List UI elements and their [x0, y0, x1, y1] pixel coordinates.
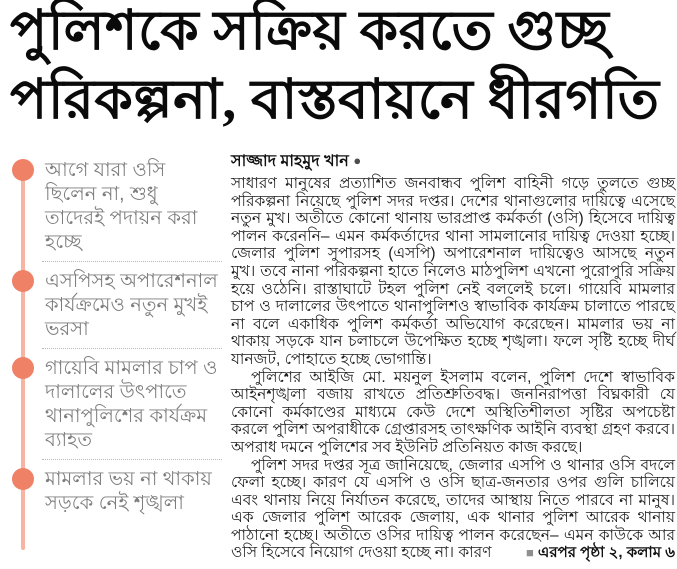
paragraph-3: পুলিশ সদর দপ্তর সূত্র জানিয়েছে, জেলার এসপি ও থানার ওসি বদলে ফেলা হচ্ছে। কারণ যে এসপি ও ওসি ছাত্র-জনতার ওপর গুলি চালিয়ে এবং থানায় নিয়ে নির্যাতন করেছে, তাদের আস্থায় নিতে পারবে না মানুষ। এক জেলার পুলিশ আরেক জেলায়, এক থানার পুলিশ আরেক থানায় পাঠানো হচ্ছে। অতীতে ওসির দায়িত্ব পালন করেছেন– এমন কাউকে আর ওসি হিসেবে নিয়োগ দেওয়া হচ্ছে না। কারণ: [231, 456, 675, 562]
dotted-divider: [42, 459, 222, 460]
highlight-item-4: [12, 467, 222, 515]
paragraph-1: সাধারণ মানুষের প্রত্যাশিত জনবান্ধব পুলিশ বাহিনী গড়ে তুলতে গুচ্ছ পরিকল্পনা নিয়েছে পুলিশ সদর দপ্তর। দেশের থানাগুলোর দায়িত্বে এসেছে নতুন মুখ। অতীতে কোনো থানায় ভারপ্রাপ্ত কর্মকর্তা (ওসি) হিসেবে দায়িত্ব পালন করেননি– এমন কর্মকর্তাদের থানা সামলানোর দায়িত্ব দেওয়া হচ্ছে। জেলার পুলিশ সুপারসহ (এসপি) অপারেশনাল দায়িত্বেও আসছে নতুন মুখ। তবে নানা পরিকল্পনা হাতে নিলেও মাঠপুলিশ এখনো পুরোপুরি সক্রিয় হয়ে ওঠেনি। রাস্তাঘাটে টহল পুলিশ নেই বললেই চলে। গায়েবি মামলার চাপ ও দালালের উৎপাতে থানাপুলিশও স্বাভাবিক কার্যক্রম চালাতে পারছে না বলে একাধিক পুলিশ কর্মকর্তা অভিযোগ করেছেন। মামলার ভয় না থাকায় সড়কে যান চলাচলে উপেক্ষিত হচ্ছে শৃঙ্খলা। ফলে সৃষ্টি হচ্ছে দীর্ঘ যানজট, পোহাতে হচ্ছে ভোগান্তি।: [231, 175, 675, 368]
paragraph-2: পুলিশের আইজি মো. ময়নুল ইসলাম বলেন, পুলিশ দেশে স্বাভাবিক আইনশৃঙ্খলা বজায় রাখতে প্রতিশ্রুতিবদ্ধ। জননিরাপত্তা বিঘ্নকারী যে কোনো কর্মকাণ্ডের মাধ্যমে কেউ দেশে অস্থিতিশীলতা সৃষ্টির অপচেষ্টা করলে পুলিশ অপরাধীকে গ্রেপ্তারসহ তাৎক্ষণিক আইনি ব্যবস্থা গ্রহণ করবে। অপরাধ দমনে পুলিশের সব ইউনিট প্রতিনিয়ত কাজ করছে।: [231, 368, 675, 456]
highlight-item-3: [12, 356, 222, 452]
bullet-dot-icon: [12, 357, 34, 379]
bullet-dot-icon: [12, 468, 34, 490]
headline-line-2: পরিকল্পনা, বাস্তবায়নে ধীরগতি: [10, 69, 660, 130]
highlight-item-2: [12, 269, 222, 341]
jump-line-text: এরপর পৃষ্ঠা ২, কলাম ৬: [537, 544, 675, 562]
article-headline: [10, 0, 672, 134]
dotted-divider: [42, 261, 222, 262]
dotted-divider: [42, 348, 222, 349]
byline-author: সাজ্জাদ মাহমুদ খান: [231, 153, 349, 170]
highlight-text: আগে যারা ওসি ছিলেন না, শুধু তাদেরই পদায়ন করা হচ্ছে: [45, 159, 198, 253]
bullet-dot-icon: [12, 270, 34, 292]
highlight-text: গায়েবি মামলার চাপ ও দালালের উৎপাতে থানাপুলিশের কার্যক্রম ব্যাহত: [45, 357, 218, 451]
highlight-text: এসপিসহ অপারেশনাল কার্যক্রমেও নতুন মুখই ভরসা: [45, 270, 218, 340]
byline: [231, 150, 675, 172]
square-marker-icon: ■: [526, 545, 534, 561]
highlights-sidebar: [12, 158, 222, 515]
highlight-item-1: [12, 158, 222, 254]
byline-dot-icon: ●: [353, 153, 362, 168]
headline-line-1: পুলিশকে সক্রিয় করতে গুচ্ছ: [10, 0, 610, 61]
highlight-text: মামলার ভয় না থাকায় সড়কে নেই শৃঙ্খলা: [45, 468, 212, 514]
article-body: [231, 150, 675, 562]
bullet-dot-icon: [12, 159, 34, 181]
